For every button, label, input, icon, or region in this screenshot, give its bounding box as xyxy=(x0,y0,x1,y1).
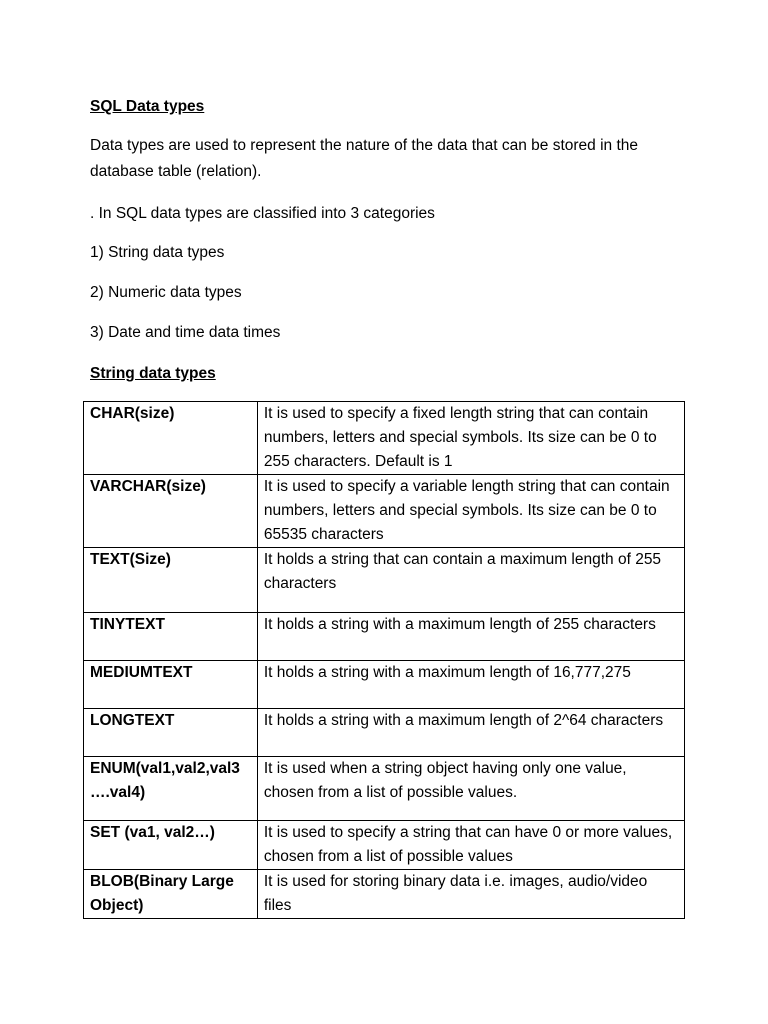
type-cell: ENUM(val1,val2,val3 ….val4) xyxy=(84,757,258,821)
type-cell: MEDIUMTEXT xyxy=(84,661,258,709)
string-data-types-table xyxy=(83,401,685,919)
intro-paragraph: Data types are used to represent the nature of the data that can be stored in the database table (relation). xyxy=(90,137,639,180)
table-row xyxy=(84,870,685,919)
table-row xyxy=(84,709,685,757)
description-cell: It holds a string that can contain a maximum length of 255 characters xyxy=(257,548,684,613)
description-cell: It is used for storing binary data i.e. images, audio/video files xyxy=(257,870,684,919)
description-cell: It holds a string with a maximum length of 2^64 characters xyxy=(257,709,684,757)
description-cell: It is used when a string object having only one value, chosen from a list of possible values. xyxy=(257,757,684,821)
table-row xyxy=(84,475,685,548)
type-cell: TINYTEXT xyxy=(84,613,258,661)
table-row xyxy=(84,548,685,613)
category-datetime: 3) Date and time data times xyxy=(90,324,281,341)
type-cell: CHAR(size) xyxy=(84,402,258,475)
table-row xyxy=(84,757,685,821)
type-cell: VARCHAR(size) xyxy=(84,475,258,548)
section-heading: String data types xyxy=(90,365,216,382)
table-row xyxy=(84,402,685,475)
categories-intro: . In SQL data types are classified into 3 categories xyxy=(90,205,435,222)
document-title: SQL Data types xyxy=(90,98,205,115)
description-cell: It is used to specify a variable length string that can contain numbers, letters and special symbols. Its size can be 0 to 65535 characters xyxy=(257,475,684,548)
description-cell: It holds a string with a maximum length of 255 characters xyxy=(257,613,684,661)
description-cell: It is used to specify a fixed length string that can contain numbers, letters and special symbols. Its size can be 0 to 255 characters. Default is 1 xyxy=(257,402,684,475)
description-cell: It is used to specify a string that can have 0 or more values, chosen from a list of possible values xyxy=(257,821,684,870)
type-cell: BLOB(Binary Large Object) xyxy=(84,870,258,919)
table-row xyxy=(84,613,685,661)
category-string: 1) String data types xyxy=(90,244,225,261)
category-numeric: 2) Numeric data types xyxy=(90,284,242,301)
type-cell: SET (va1, val2…) xyxy=(84,821,258,870)
description-cell: It holds a string with a maximum length of 16,777,275 xyxy=(257,661,684,709)
type-cell: LONGTEXT xyxy=(84,709,258,757)
table-row xyxy=(84,821,685,870)
type-cell: TEXT(Size) xyxy=(84,548,258,613)
table-row xyxy=(84,661,685,709)
